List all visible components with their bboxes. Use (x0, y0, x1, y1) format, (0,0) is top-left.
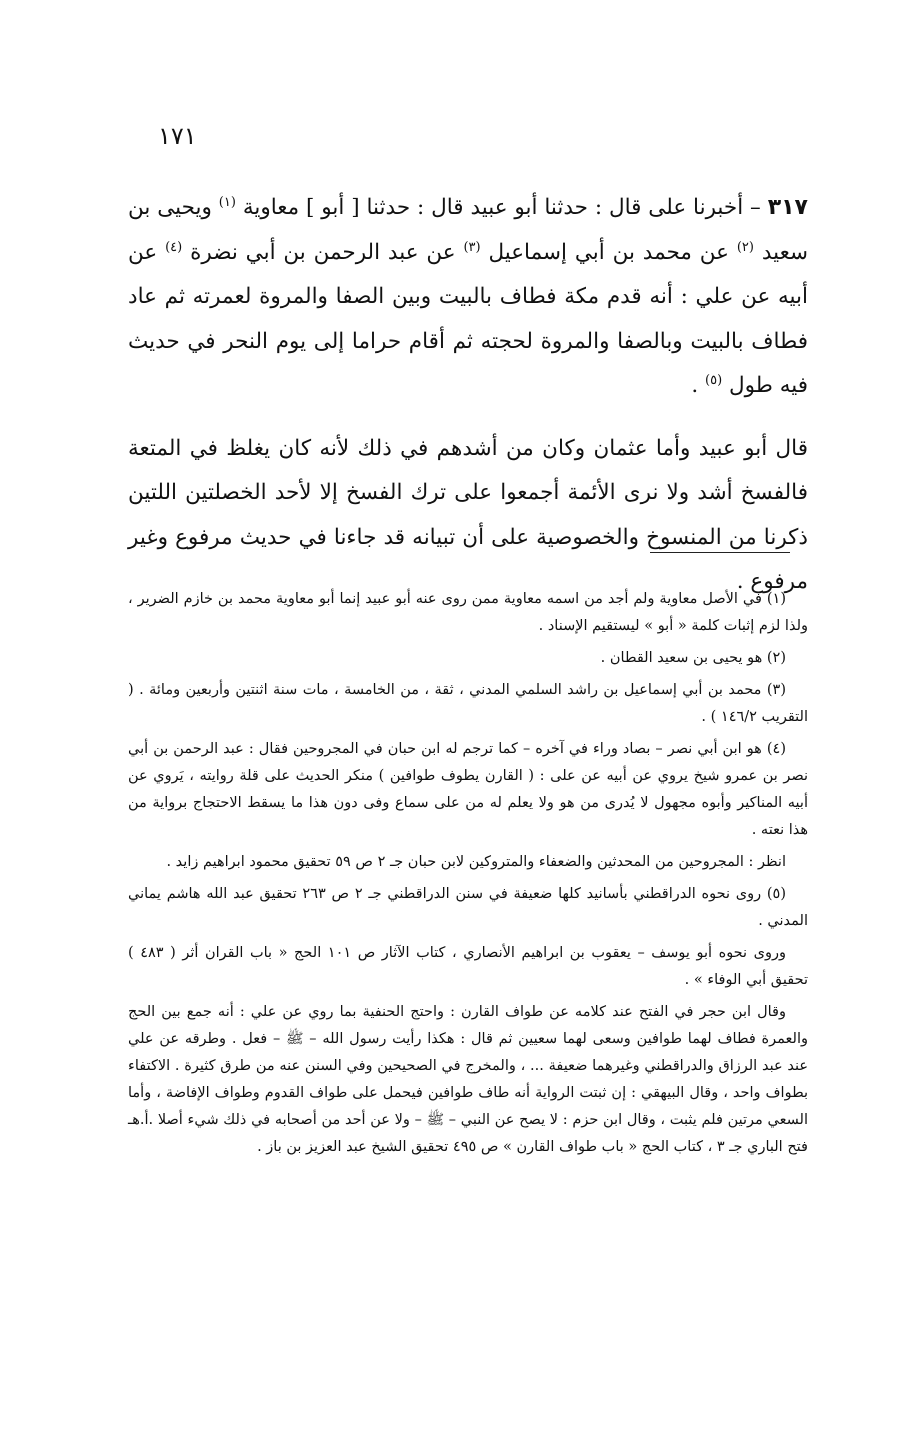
footnote-5: (٥) روى نحوه الدراقطني بأسانيد كلها ضعيفة في سنن الدراقطني جـ ٢ ص ٢٦٣ تحقيق عبد الله هاشم يماني المدني . (128, 886, 808, 929)
hadith-number: ٣١٧ (767, 195, 808, 220)
footnote-marker-3: (٣) (463, 239, 481, 255)
footnote-marker-1: (١) (218, 194, 236, 210)
footnote-4-reference: انظر : المجروحين من المحدثين والضعفاء والمتروكين لابن حبان جـ ٢ ص ٥٩ تحقيق محمود ابراهيم زايد . (166, 854, 786, 870)
hadith-text-6: . (691, 373, 699, 398)
footnote-2: (٢) هو يحيى بن سعيد القطان . (600, 650, 786, 666)
commentary-paragraph: قال أبو عبيد وأما عثمان وكان من أشدهم في ذلك لأنه كان يغلظ في المتعة فالفسخ أشد ولا نرى الأئمة أجمعوا على ترك الفسخ إلا لأحد الخصلتين اللتين ذكرنا من المنسوخ والخصوصية على أن تبيانه قد جاءنا في حديث مرفوع وغير مرفوع . (128, 435, 808, 594)
footnote-3: (٣) محمد بن أبي إسماعيل بن راشد السلمي المدني ، ثقة ، من الخامسة ، مات سنة اثنتين وأربعين ومائة . ( التقريب ١٤٦/٢ ) . (128, 682, 808, 725)
hadith-paragraph (128, 186, 808, 409)
hadith-text-5: عن أبيه عن علي : أنه قدم مكة فطاف بالبيت وبين الصفا والمروة لعمرته ثم عاد فطاف بالبيت وبالصفا والمروة لحجته ثم أقام حراما إلى يوم النحر في حديث فيه طول (128, 239, 808, 398)
hadith-text-3: عن محمد بن أبي إسماعيل (488, 239, 729, 265)
footnote-1: (١) في الأصل معاوية ولم أجد من اسمه معاوية ممن روى عنه أبو عبيد إنما أبو معاوية محمد بن خازم الضرير ، ولذا لزم إثبات كلمة « أبو » ليستقيم الإسناد . (128, 591, 808, 634)
footnote-separator (650, 552, 790, 553)
footnotes (128, 586, 808, 1166)
footnote-marker-4: (٤) (165, 239, 183, 255)
hadith-text-1: – أخبرنا على قال : حدثنا أبو عبيد قال : حدثنا [ أبو ] معاوية (242, 195, 761, 220)
page-number: ١٧١ (158, 122, 197, 150)
main-text (128, 186, 808, 605)
footnote-4: (٤) هو ابن أبي نصر – بصاد وراء في آخره – كما ترجم له ابن حبان في المجروحين فقال : عبد الرحمن بن أبي نصر بن عمرو شيخ يروي عن أبيه عن على : ( القارن يطوف طوافين ) منكر الحديث على قلة روايته ، يَروي عن أبيه المناكير وأبوه مجهول لا يُدرى من هو ولا يعلم له من على سماع وفى دون هذا ما يسقط الاحتجاج برواية من هذا نعته . (128, 741, 808, 838)
hadith-text-2: ويحيى بن سعيد (128, 195, 808, 265)
footnote-marker-2: (٢) (736, 239, 754, 255)
hadith-text-4: عن عبد الرحمن بن أبي نضرة (190, 239, 456, 265)
footnote-marker-5: (٥) (705, 372, 723, 388)
footnote-5-reference-ibn-hajar: وقال ابن حجر في الفتح عند كلامه عن طواف القارن : واحتج الحنفية بما روي عن علي : أنه جمع بين الحج والعمرة فطاف لهما طوافين وسعى لهما سعيين ثم قال : هكذا رأيت رسول الله – ﷺ – فعل . وطرقه عن علي عند عبد الرزاق والدراقطني وغيرهما ضعيفة ... ، والمخرج في الصحيحين وفي السنن عنه من طرق كثيرة . الاكتفاء بطواف واحد ، وقال البيهقي : إن ثبتت الرواية أنه طاف طوافين فيحمل على طواف القدوم وطواف الإفاضة ، وأما السعي مرتين فلم يثبت ، وقال ابن حزم : لا يصح عن النبي – ﷺ – ولا عن أحد من أصحابه في ذلك شيء أصلا .أ.هـ فتح الباري جـ ٣ ، كتاب الحج « باب طواف القارن » ص ٤٩٥ تحقيق الشيخ عبد العزيز بن باز . (128, 1004, 808, 1155)
footnote-5-reference-abu-yusuf: وروى نحوه أبو يوسف – يعقوب بن ابراهيم الأنصاري ، كتاب الآثار ص ١٠١ الحج « باب القران أثر ( ٤٨٣ ) تحقيق أبي الوفاء » . (128, 945, 808, 988)
